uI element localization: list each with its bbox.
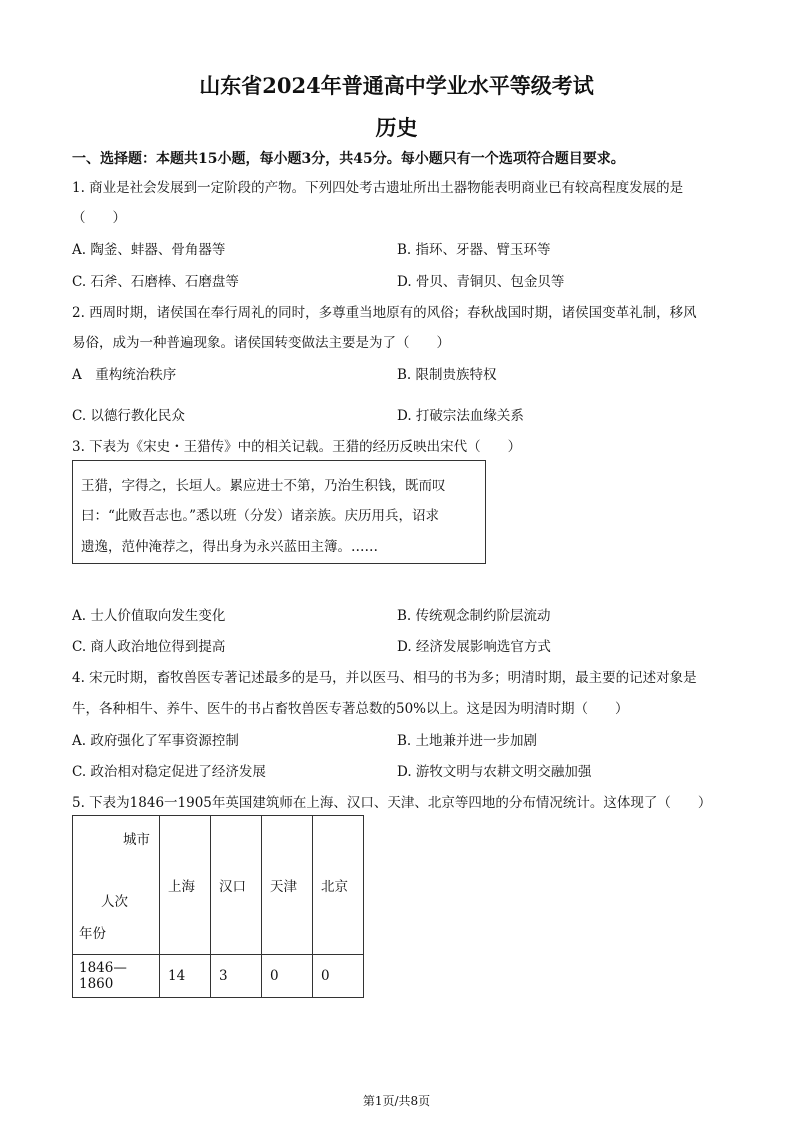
question-4-option-a: A. 政府强化了军事资源控制 [72,733,239,749]
question-5-stem: 5. 下表为1846一1905年英国建筑师在上海、汉口、天津、北京等四地的分布情况统计。这体现了（ ） [72,795,712,811]
table-row [73,955,364,998]
section-header: 一、选择题：本题共15小题，每小题3分，共45分。每小题只有一个选项符合题目要求。 [72,151,625,167]
question-1-option-b: B. 指环、牙器、臂玉环等 [397,242,551,258]
row-period: 1846—1860 [73,955,160,998]
question-3-quote-box [72,460,486,564]
row-value-hankou: 3 [211,955,262,998]
question-2-option-a: A 重构统治秩序 [72,367,177,383]
exam-title: 山东省2024年普通高中学业水平等级考试 [199,73,594,98]
question-2-option-d: D. 打破宗法血缘关系 [397,408,524,424]
header-city-shanghai: 上海 [160,816,211,955]
question-1-option-d: D. 骨贝、青铜贝、包金贝等 [397,274,565,290]
question-4-option-d: D. 游牧文明与农耕文明交融加强 [397,764,592,780]
question-2-option-b: B. 限制贵族特权 [397,367,497,383]
question-5-table [72,815,364,998]
header-city-tianjin: 天津 [262,816,313,955]
subject-title: 历史 [375,115,418,140]
table-corner-header [73,816,160,955]
question-3-option-a: A. 士人价值取向发生变化 [72,608,226,624]
table-header-row [73,816,364,955]
question-1-stem-line-2: （ ） [72,210,126,226]
row-value-shanghai: 14 [160,955,211,998]
question-3-option-d: D. 经济发展影响选官方式 [397,639,551,655]
quote-line-2: 曰：“此败吾志也。”悉以班（分发）诸亲族。庆历用兵，诏求 [81,508,440,524]
question-3-option-b: B. 传统观念制约阶层流动 [397,608,551,624]
question-4-option-c: C. 政治相对稳定促进了经济发展 [72,764,266,780]
question-2-option-c: C. 以德行教化民众 [72,408,185,424]
question-4-stem-line-2: 牛，各种相牛、养牛、医牛的书占畜牧兽医专著总数的50%以上。这是因为明清时期（ ） [72,701,629,717]
row-value-tianjin: 0 [262,955,313,998]
question-2-stem-line-1: 2. 西周时期，诸侯国在奉行周礼的同时，多尊重当地原有的风俗；春秋战国时期，诸侯国变革礼制，移风 [72,305,697,321]
row-value-beijing: 0 [313,955,364,998]
header-city-beijing: 北京 [313,816,364,955]
header-city-hankou: 汉口 [211,816,262,955]
question-2-stem-line-2: 易俗，成为一种普遍现象。诸侯国转变做法主要是为了（ ） [72,335,450,351]
question-1-stem-line-1: 1. 商业是社会发展到一定阶段的产物。下列四处考古遗址所出土器物能表明商业已有较高程度发展的是 [72,180,684,196]
question-1-option-c: C. 石斧、石磨棒、石磨盘等 [72,274,239,290]
quote-line-1: 王猎，字得之，长垣人。累应进士不第，乃治生积钱，既而叹 [81,478,446,494]
header-year-label: 年份 [79,926,106,942]
question-3-stem: 3. 下表为《宋史・王猎传》中的相关记载。王猎的经历反映出宋代（ ） [72,439,522,455]
header-city-label: 城市 [123,832,150,848]
header-count-label: 人次 [101,894,128,910]
question-1-option-a: A. 陶釜、蚌器、骨角器等 [72,242,226,258]
page-footer: 第1页/共8页 [362,1094,431,1108]
question-3-option-c: C. 商人政治地位得到提高 [72,639,226,655]
question-4-stem-line-1: 4. 宋元时期，畜牧兽医专著记述最多的是马，并以医马、相马的书为多；明清时期，最主要的记述对象是 [72,670,697,686]
question-4-option-b: B. 土地兼并进一步加剧 [397,733,538,749]
quote-line-3: 遗逸，范仲淹荐之，得出身为永兴蓝田主簿。…… [81,539,378,555]
